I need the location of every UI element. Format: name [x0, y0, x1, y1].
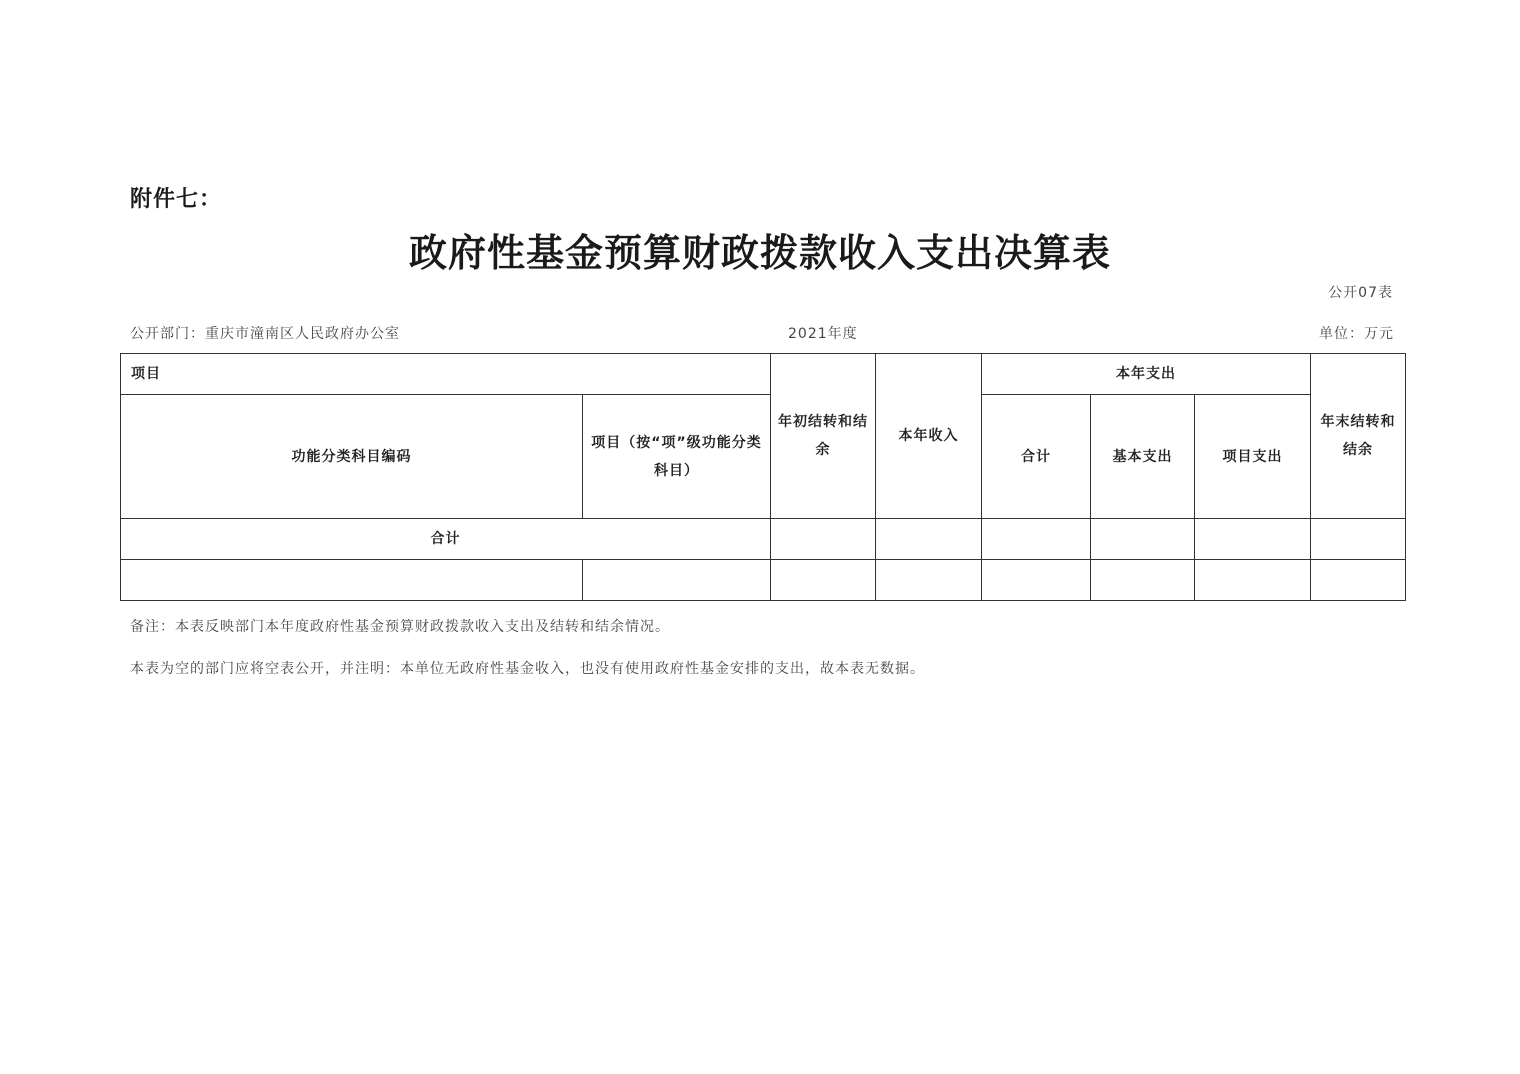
fiscal-year: 2021年度 [788, 326, 858, 342]
table-cell [982, 560, 1091, 601]
attachment-label: 附件七： [130, 186, 223, 212]
table-cell [1195, 519, 1311, 560]
table-cell [1311, 560, 1406, 601]
department-label: 公开部门：重庆市潼南区人民政府办公室 [130, 326, 400, 342]
header-expense-group: 本年支出 [982, 354, 1311, 395]
header-expense-total: 合计 [982, 395, 1091, 519]
table-row [121, 560, 1406, 601]
table-cell [771, 519, 876, 560]
header-item-group: 项目 [121, 354, 771, 395]
header-item-name: 项目（按“项”级功能分类科目） [583, 395, 771, 519]
header-expense-basic: 基本支出 [1091, 395, 1195, 519]
table-cell [982, 519, 1091, 560]
meta-row [130, 323, 1394, 343]
header-closing-balance: 年末结转和结余 [1311, 354, 1406, 519]
header-row-1 [121, 354, 1406, 395]
table-cell [1091, 519, 1195, 560]
total-row-label: 合计 [121, 519, 771, 560]
table-cell [876, 519, 982, 560]
table-cell [771, 560, 876, 601]
table-cell [876, 560, 982, 601]
table-cell [583, 560, 771, 601]
note-remark: 备注：本表反映部门本年度政府性基金预算财政拨款收入支出及结转和结余情况。 [130, 619, 670, 635]
header-row-2 [121, 395, 1406, 519]
table-number: 公开07表 [1328, 285, 1393, 301]
note-empty-table: 本表为空的部门应将空表公开，并注明：本单位无政府性基金收入，也没有使用政府性基金安排的支出，故本表无数据。 [130, 661, 925, 677]
header-income: 本年收入 [876, 354, 982, 519]
document-title: 政府性基金预算财政拨款收入支出决算表 [408, 230, 1111, 275]
total-row [121, 519, 1406, 560]
table-cell [1091, 560, 1195, 601]
header-function-code: 功能分类科目编码 [121, 395, 583, 519]
table-cell [1195, 560, 1311, 601]
header-opening-balance: 年初结转和结余 [771, 354, 876, 519]
budget-table [120, 353, 1406, 601]
table-cell [1311, 519, 1406, 560]
table-cell [121, 560, 583, 601]
unit-label: 单位：万元 [1319, 326, 1394, 342]
header-expense-project: 项目支出 [1195, 395, 1311, 519]
